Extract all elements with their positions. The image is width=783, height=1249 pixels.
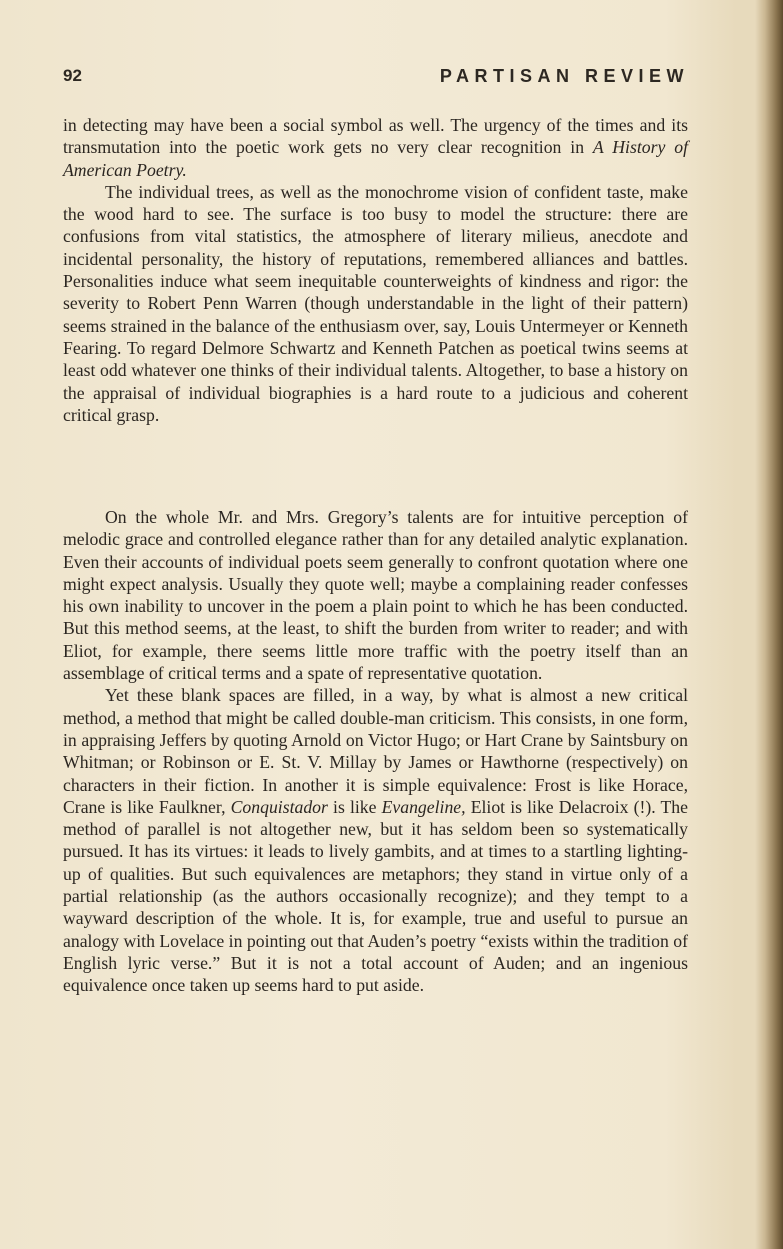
page-header <box>63 66 689 92</box>
book-spine-shadow <box>755 0 783 1249</box>
text-section-1 <box>63 114 688 426</box>
paragraph-text: is like <box>327 796 382 817</box>
paragraph-text: in detecting may have been a social symbol as well. The urgency of the times and its transmutation into the poetic work gets no very clear recognition in <box>63 115 688 158</box>
book-title-italic: A History of American Poetry. <box>63 137 688 180</box>
paragraph: On the whole Mr. and Mrs. Gregory’s talents are for intuitive perception of melodic grace and controlled elegance rather than for any detailed analytic explanation. Even their accounts of individual poets seem generally to confront quotation where one might expect analysis. Usually they quote well; maybe a complaining reader confesses his own inability to uncover in the poem a plain point to which he has been conducted. But this method seems, at the least, to shift the burden from writer to reader; and with Eliot, for example, there seems little more traffic with the poetry itself than an assemblage of critical terms and a spate of representative quotation. <box>63 507 688 684</box>
book-title-italic: Evangeline, <box>381 796 466 817</box>
page-number: 92 <box>63 66 82 85</box>
book-title-italic: Conquistador <box>230 796 328 817</box>
paragraph-text: Eliot is like Delacroix (!). The method of parallel is not altogether new, but it has seldom been so systematically pursued. It has its virtues: it leads to lively gambits, and at times to a startling lighting-up of qualities. But such equivalences are metaphors; they stand in virtue only of a partial relationship (as the authors occasionally recognize); and they tempt to a wayward description of the whole. It is, for example, true and useful to pursue an analogy with Lovelace in pointing out that Auden’s poetry “exists within the tradition of English lyric verse.” But it is not a total account of Auden; and an ingenious equivalence once taken up seems hard to put aside. <box>63 796 688 996</box>
paragraph: The individual trees, as well as the monochrome vision of confident taste, make the wood hard to see. The surface is too busy to model the structure: there are confusions from vital statistics, the atmosphere of literary milieus, anecdote and incidental personality, the history of reputations, remembered alliances and battles. Personalities induce what seem inequitable counterweights of kindness and rigor: the severity to Robert Penn Warren (though understandable in the light of their pattern) seems strained in the balance of the enthusiasm over, say, Louis Untermeyer or Kenneth Fearing. To regard Delmore Schwartz and Kenneth Patchen as poetical twins seems at least odd whatever one thinks of their individual talents. Altogether, to base a history on the appraisal of individual biographies is a hard route to a judicious and coherent critical grasp. <box>63 181 688 425</box>
paragraph-text: Yet these blank spaces are filled, in a way, by what is almost a new critical method, a method that might be called double-man criticism. This consists, in one form, in appraising Jeffers by quoting Arnold on Victor Hugo; or Hart Crane by Saintsbury on Whitman; or Robinson or E. St. V. Millay by James or Hawthorne (respectively) on characters in their fiction. In another it is simple equivalence: Frost is like Horace, Crane is like Faulkner, <box>63 685 688 817</box>
running-head: PARTISAN REVIEW <box>439 66 689 86</box>
paragraph-continued <box>63 114 688 181</box>
text-section-2 <box>63 506 688 997</box>
paragraph <box>63 684 688 996</box>
